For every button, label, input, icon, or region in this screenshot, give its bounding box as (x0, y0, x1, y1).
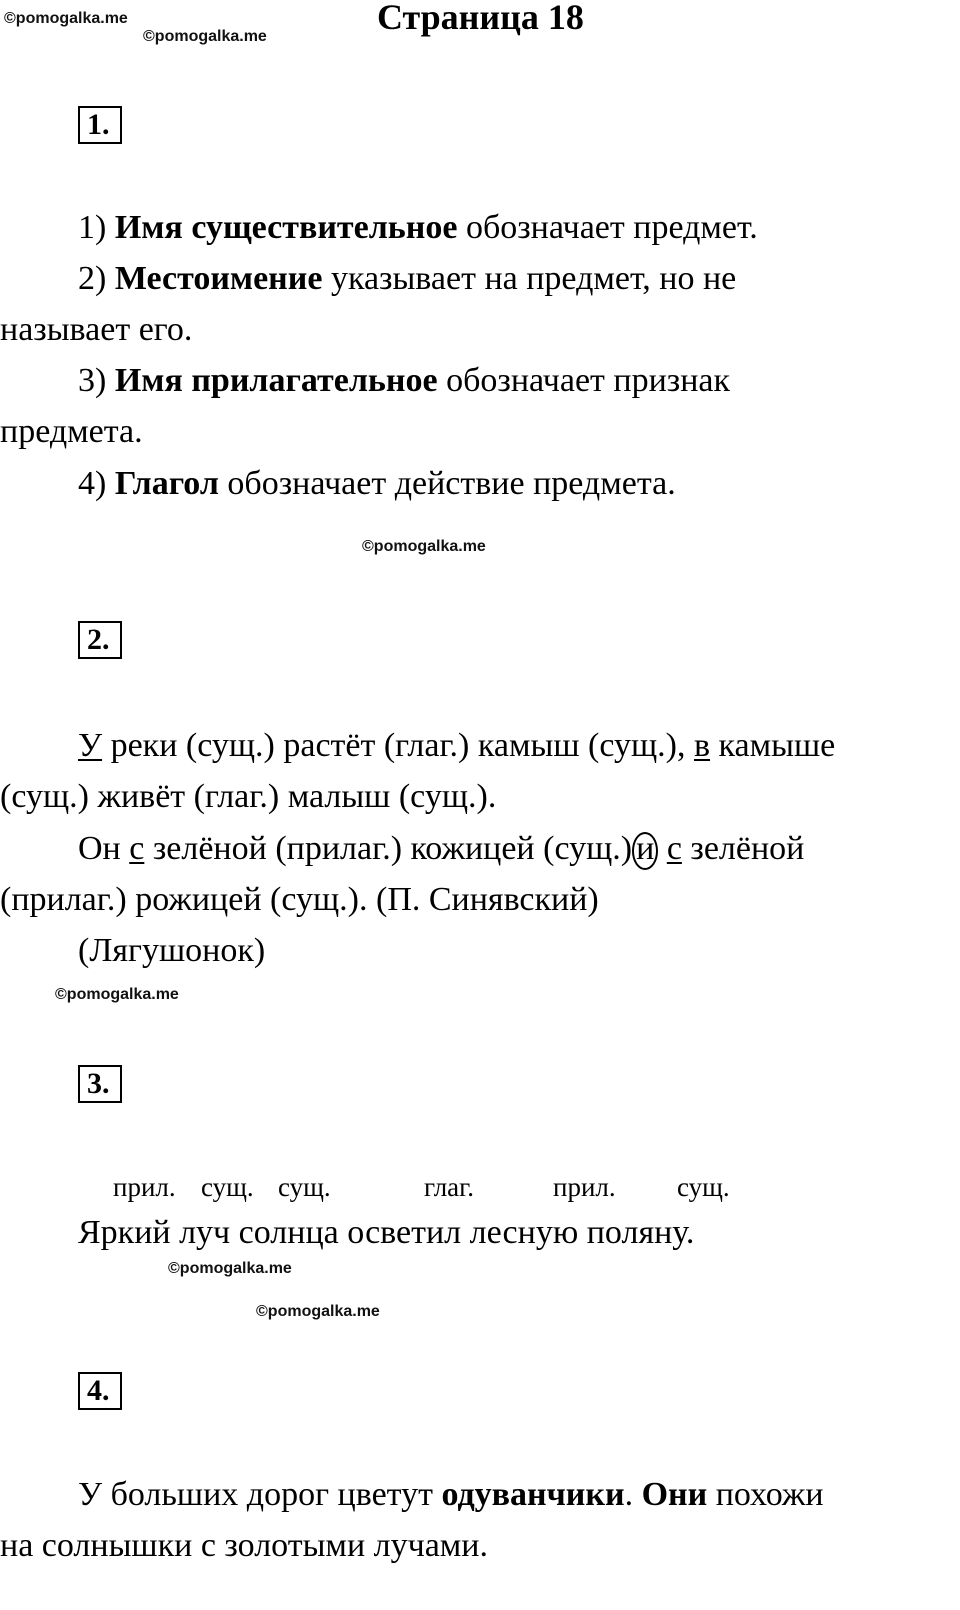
pos-label: глаг. (424, 1172, 474, 1202)
term-verb: Глагол (114, 465, 219, 502)
task1-item-4 (78, 464, 676, 504)
item-number: 4) (78, 465, 107, 502)
bold-word: Они (641, 1476, 708, 1513)
sentence-text: зелёной (прилаг.) кожицей (сущ.) (152, 830, 633, 867)
sentence-text: . (624, 1476, 634, 1513)
task1-item-3 (78, 361, 730, 401)
item-number: 3) (78, 362, 107, 399)
sentence-text: камыше (718, 727, 836, 764)
task1-item-1 (78, 208, 758, 248)
pos-label: сущ. (278, 1172, 331, 1202)
underlined-preposition: с (129, 830, 145, 867)
task2-line-1 (78, 726, 835, 766)
item-text: обозначает действие предмета. (227, 465, 676, 502)
pos-label: сущ. (677, 1172, 730, 1202)
task3-sentence: Яркий луч солнца осветил лесную поляну. (78, 1214, 695, 1251)
task-number-2: 2. (78, 621, 122, 659)
item-number: 2) (78, 260, 107, 297)
task-number-4: 4. (78, 1372, 122, 1410)
underlined-preposition: в (693, 727, 711, 764)
sentence-text: У больших дорог цветут (78, 1476, 433, 1513)
bold-word: одуванчики (441, 1476, 625, 1513)
underlined-preposition: У (78, 727, 103, 764)
watermark: ©pomogalka.me (143, 28, 267, 45)
item-text: обозначает предмет. (465, 209, 758, 246)
page-title: Страница 18 (377, 0, 584, 37)
task2-line-2: (сущ.) живёт (глаг.) малыш (сущ.). (0, 778, 497, 815)
task4-line-1 (78, 1475, 824, 1515)
watermark: ©pomogalka.me (256, 1303, 380, 1320)
task1-item-2 (78, 259, 736, 299)
task2-line-4: (прилаг.) рожицей (сущ.). (П. Синявский) (0, 881, 599, 918)
task1-item-3-cont: предмета. (0, 413, 143, 450)
sentence-text: Он (78, 830, 121, 867)
watermark: ©pomogalka.me (168, 1260, 292, 1277)
term-pronoun: Местоимение (114, 260, 323, 297)
sentence-text: реки (сущ.) растёт (глаг.) камыш (сущ.), (110, 727, 686, 764)
watermark: ©pomogalka.me (362, 538, 486, 555)
sentence-text: похожи (715, 1476, 824, 1513)
pos-label: прил. (553, 1172, 616, 1202)
watermark: ©pomogalka.me (4, 10, 128, 27)
pos-label: прил. (113, 1172, 176, 1202)
task1-item-2-cont: называет его. (0, 311, 193, 348)
item-text: обозначает признак (446, 362, 731, 399)
item-number: 1) (78, 209, 107, 246)
pos-label: сущ. (201, 1172, 254, 1202)
term-noun: Имя существительное (114, 209, 458, 246)
task2-line-5: (Лягушонок) (78, 932, 266, 969)
task-number-1: 1. (78, 106, 122, 144)
underlined-preposition: с (666, 830, 682, 867)
task2-line-3 (78, 829, 804, 870)
term-adjective: Имя прилагательное (114, 362, 438, 399)
task-number-3: 3. (78, 1065, 122, 1103)
circled-conjunction: и (632, 832, 658, 870)
watermark: ©pomogalka.me (55, 986, 179, 1003)
task4-line-2: на солнышки с золотыми лучами. (0, 1527, 489, 1564)
item-text: указывает на предмет, но не (330, 260, 737, 297)
sentence-text: зелёной (690, 830, 805, 867)
